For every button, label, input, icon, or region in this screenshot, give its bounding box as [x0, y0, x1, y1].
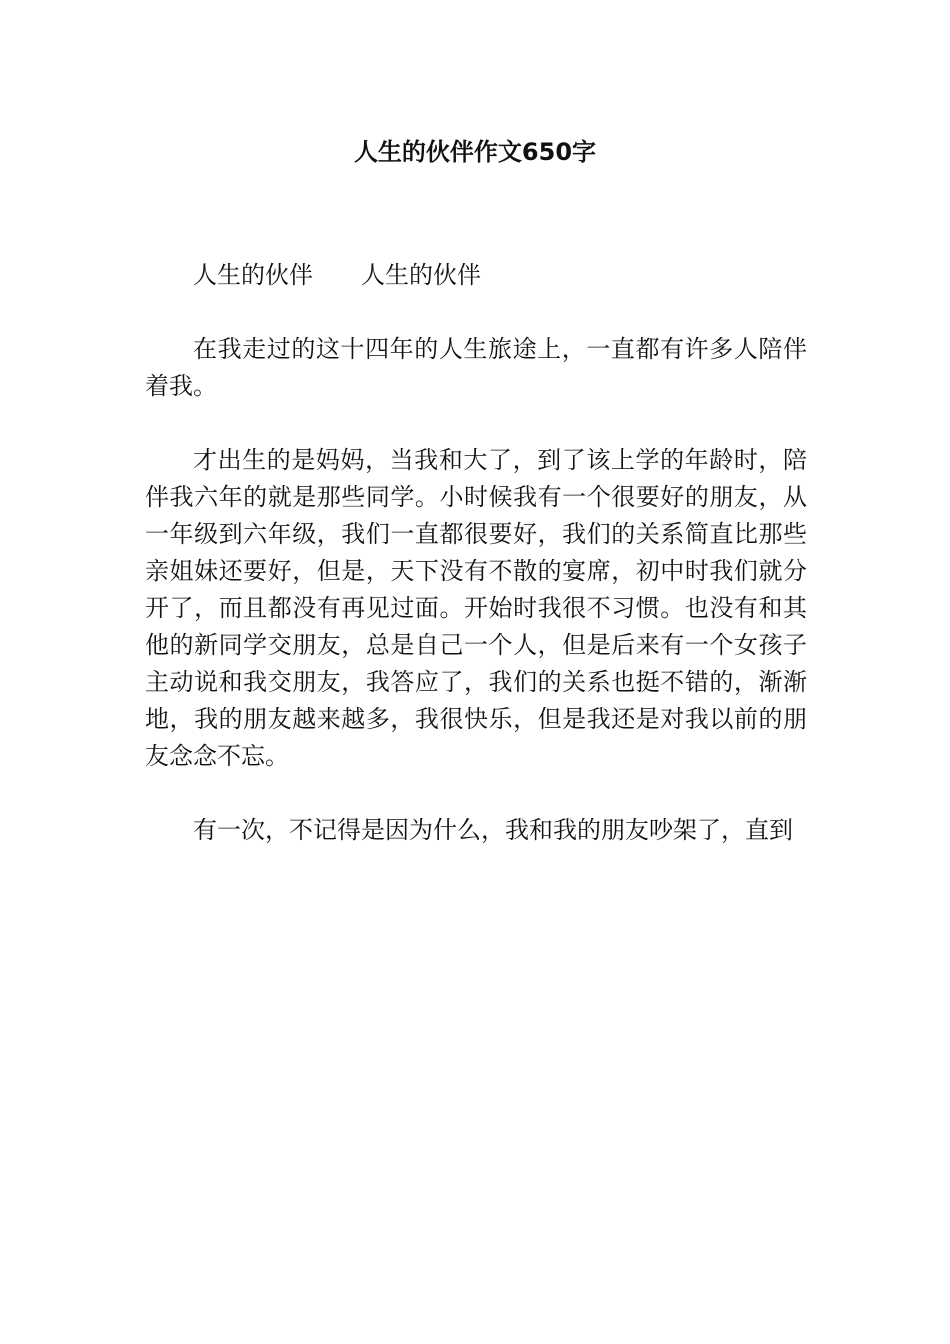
document-title: 人生的伙伴作文650字	[353, 138, 597, 166]
subtitle-line	[145, 257, 807, 294]
paragraph-1: 在我走过的这十四年的人生旅途上，一直都有许多人陪伴着我。	[145, 335, 807, 400]
paragraph-3: 有一次，不记得是因为什么，我和我的朋友吵架了，直到	[193, 816, 793, 844]
subtitle-part-2: 人生的伙伴	[361, 261, 481, 289]
document-body	[145, 257, 807, 886]
subtitle-part-1: 人生的伙伴	[193, 261, 313, 289]
paragraph-2: 才出生的是妈妈，当我和大了，到了该上学的年龄时，陪伴我六年的就是那些同学。小时候我有一个很要好的朋友，从一年级到六年级，我们一直都很要好，我们的关系简直比那些亲姐妹还要好，但是，天下没有不散的宴席，初中时我们就分开了，而且都没有再见过面。开始时我很不习惯。也没有和其他的新同学交朋友，总是自己一个人，但是后来有一个女孩子主动说和我交朋友，我答应了，我们的关系也挺不错的，渐渐地，我的朋友越来越多，我很快乐，但是我还是对我以前的朋友念念不忘。	[145, 446, 807, 770]
